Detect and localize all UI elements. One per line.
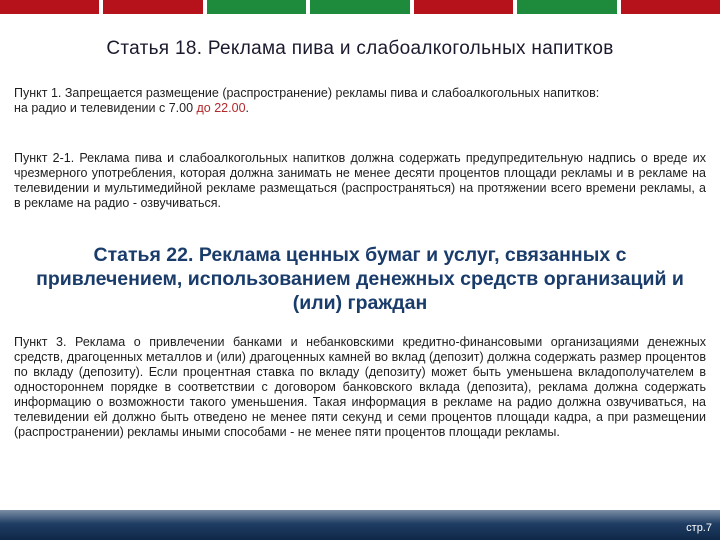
stripe-red-3 (414, 0, 513, 14)
article22-item3: Пункт 3. Реклама о привлечении банками и небанковскими кредитно-финансовыми организациями денежных средств, драгоценных металлов и (или) драгоценных камней во вклад (депозит) должна содержать размер процентов по вкладу (депозиту). Если процентная ставка по вкладу (депозиту) может быть уменьшена вкладополучателем в одностороннем порядке в соответствии с договором банковского вклада (депозита), реклама должна содержать информацию о возможности такого уменьшения. Такая информация в рекламе на радио должна озвучиваться, на телевидении ей должно быть отведено не менее пяти секунд и семи процентов площади кадра, а при размещении (распространении) рекламы иными способами - не менее пяти процентов площади рекламы. (14, 335, 706, 439)
stripe-red-4 (621, 0, 720, 14)
footer-bar (0, 510, 720, 540)
time-mid: до (193, 101, 215, 115)
item1-text: Пункт 1. Запрещается размещение (распространение) рекламы пива и слабоалкогольных напитков: (14, 86, 600, 100)
time-end: . (245, 101, 249, 115)
stripe-green-1 (207, 0, 306, 14)
stripe-red-1 (0, 0, 99, 14)
top-color-stripes (0, 0, 720, 14)
time-to: 22.00 (214, 101, 246, 115)
time-from: 7.00 (168, 101, 194, 115)
page-number: стр.7 (686, 522, 712, 534)
item1-tail: на радио и телевидении с (14, 101, 169, 115)
stripe-red-2 (103, 0, 202, 14)
article22-title: Статья 22. Реклама ценных бумаг и услуг, связанных с привлечением, использованием денежных средств организаций и (или) граждан (36, 244, 684, 314)
article18-item2-1: Пункт 2-1. Реклама пива и слабоалкогольных напитков должна содержать предупредительную надпись о вреде их чрезмерного употребления, которая должна занимать не менее десяти процентов площади рекламы и в рекламе на телевидении и мультимедийной рекламе размещаться (распространяться) на протяжении всего времени рекламы, а в рекламе на радио - озвучиваться. (14, 151, 706, 210)
stripe-green-2 (310, 0, 409, 14)
stripe-green-3 (517, 0, 616, 14)
article18-title: Статья 18. Реклама пива и слабоалкогольных напитков (106, 38, 614, 59)
article18-item1 (14, 86, 706, 116)
